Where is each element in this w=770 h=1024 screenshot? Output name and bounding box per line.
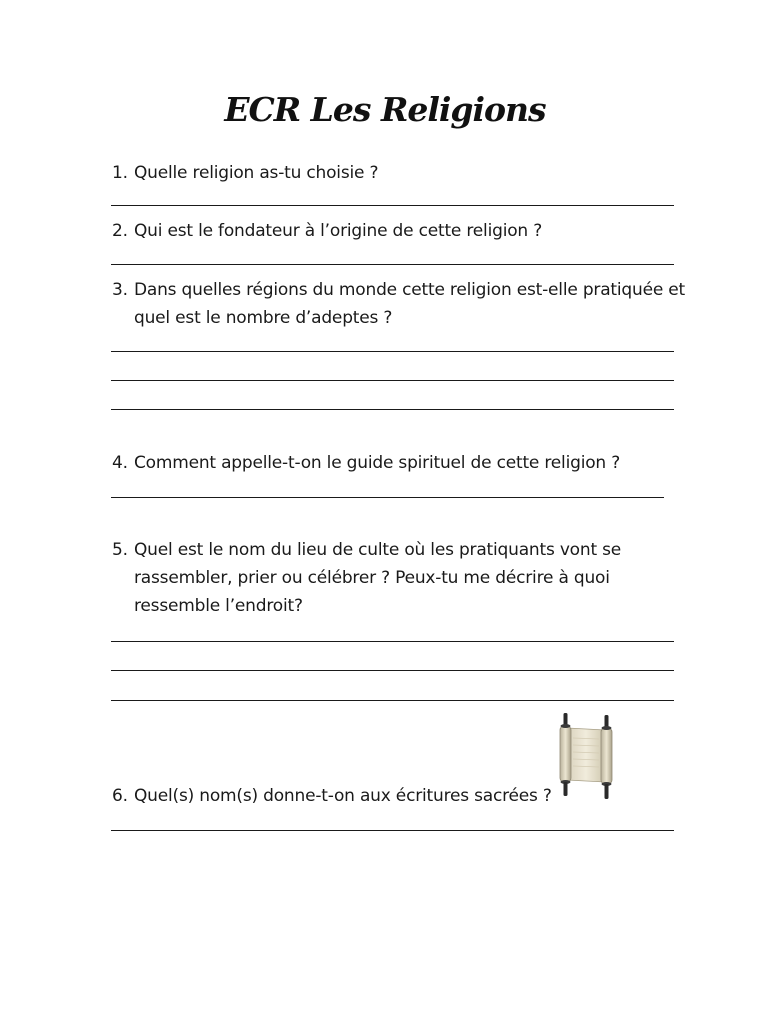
question-text-continued: rassembler, prier ou célébrer ? Peux-tu me décrire à quoi — [134, 568, 610, 588]
answer-line — [111, 670, 674, 671]
question-text-continued: quel est le nombre d’adeptes ? — [134, 308, 393, 328]
answer-line — [111, 264, 674, 265]
question-text: Qui est le fondateur à l’origine de cette religion ? — [134, 221, 543, 241]
question-number: 3. — [112, 280, 128, 300]
answer-line — [111, 351, 674, 352]
answer-line — [111, 497, 664, 498]
question-number: 6. — [112, 786, 128, 806]
question-number: 2. — [112, 221, 128, 241]
question-5 — [112, 536, 621, 620]
question-4 — [112, 449, 620, 477]
question-text: Quel(s) nom(s) donne-t-on aux écritures sacrées ? — [134, 786, 552, 806]
answer-line — [111, 380, 674, 381]
answer-line — [111, 700, 674, 701]
question-number: 4. — [112, 453, 128, 473]
question-text-continued: ressemble l’endroit? — [134, 596, 303, 616]
question-3 — [112, 276, 685, 332]
answer-line — [111, 830, 674, 831]
answer-line — [111, 641, 674, 642]
torah-scroll-icon — [553, 712, 621, 804]
question-text: Quelle religion as-tu choisie ? — [134, 163, 379, 183]
question-2 — [112, 217, 542, 245]
page-title: ECR Les Religions — [224, 90, 546, 129]
question-text: Dans quelles régions du monde cette religion est-elle pratiquée et — [134, 280, 686, 300]
question-text: Comment appelle-t-on le guide spirituel de cette religion ? — [134, 453, 621, 473]
question-1 — [112, 159, 378, 187]
question-number: 5. — [112, 540, 128, 560]
question-text: Quel est le nom du lieu de culte où les pratiquants vont se — [134, 540, 622, 560]
question-6 — [112, 782, 552, 810]
question-number: 1. — [112, 163, 128, 183]
answer-line — [111, 205, 674, 206]
answer-line — [111, 409, 674, 410]
